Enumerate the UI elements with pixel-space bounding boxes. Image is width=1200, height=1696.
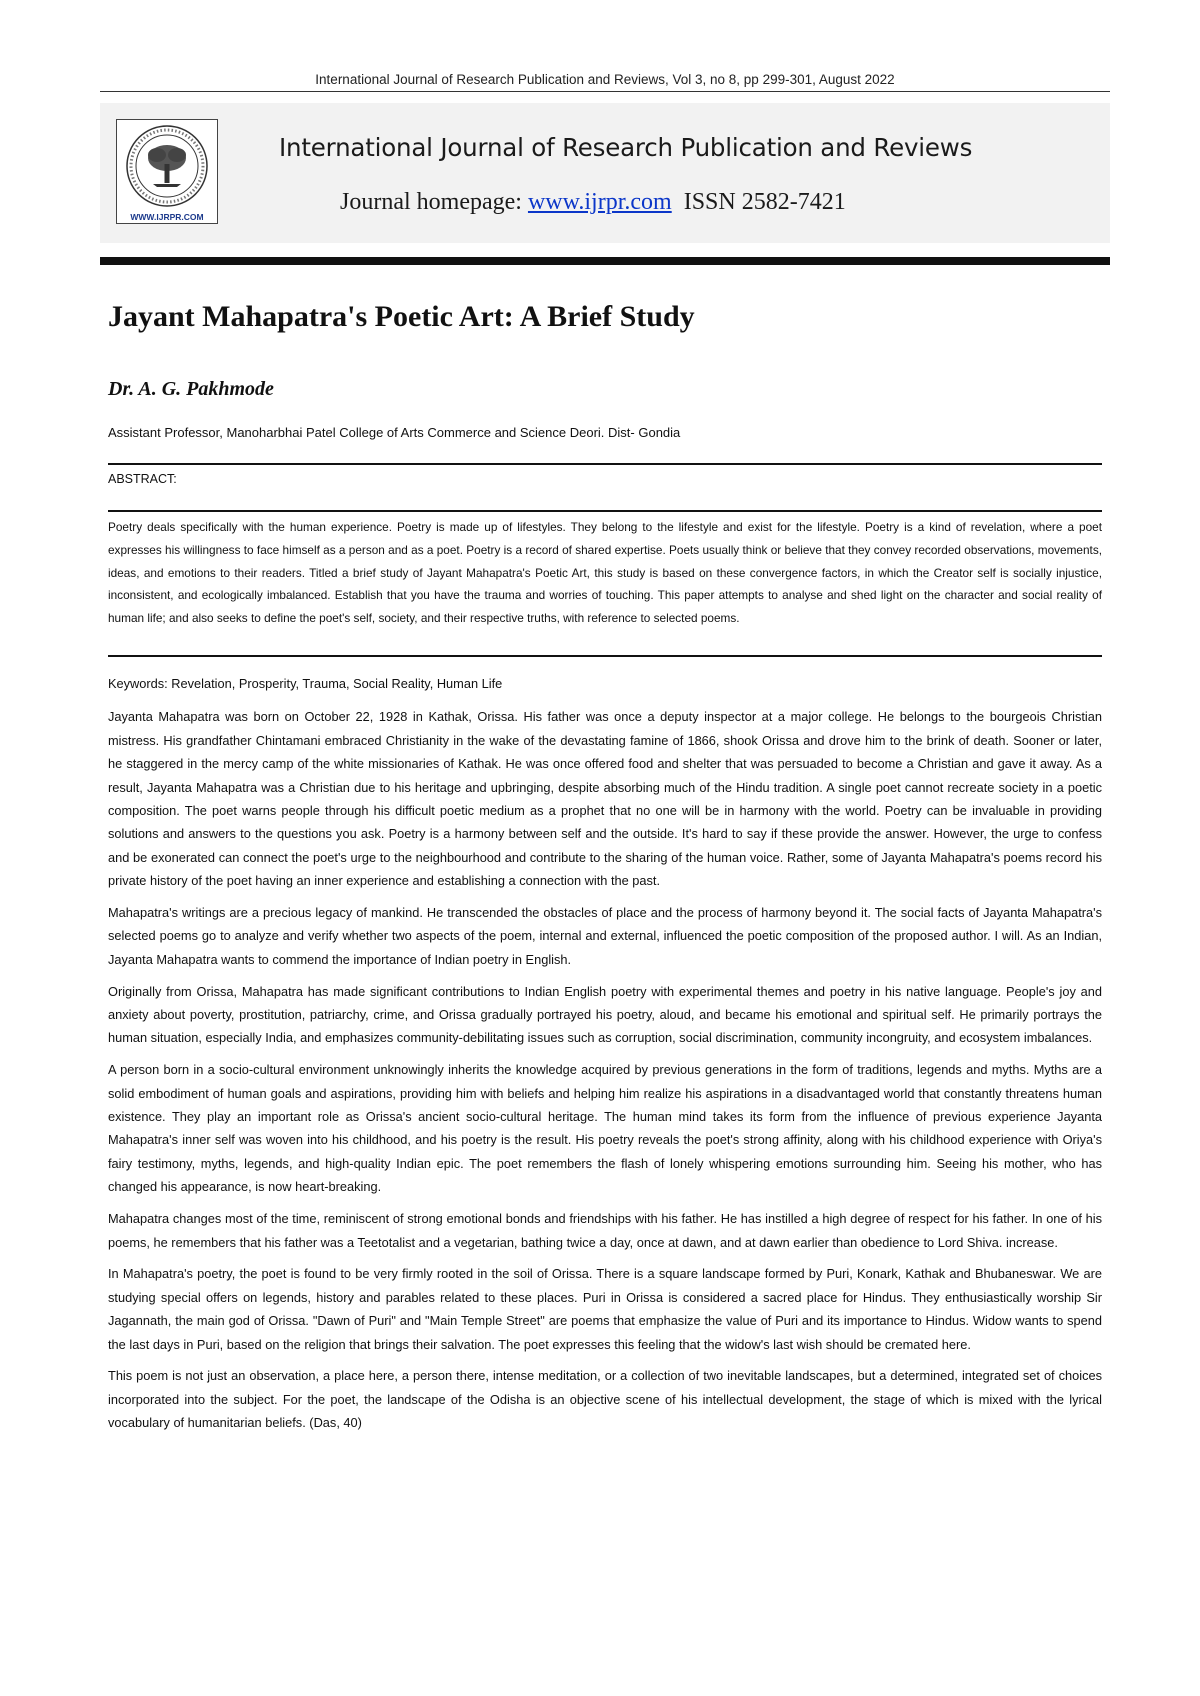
body-paragraph: A person born in a socio-cultural environment unknowingly inherits the knowledge acquired by previous generations in the form of traditions, legends and myths. Myths are a solid embodiment of human goals and aspirations, providing him with beliefs and helping him realize his aspirations in a disadvantaged world that constantly threatens human existence. They play an important role as Orissa's ancient socio-cultural heritage. The human mind takes its form from the influence of previous experience Jayanta Mahapatra's inner self was woven into his childhood, and his poetry is the result. His poetry reveals the poet's strong affinity, along with his childhood experience with Oriya's fairy testimony, myths, legends, and high-quality Indian epic. The poet remembers the flash of lonely whispering emotions surrounding him. Seeing his mother, who has changed his appearance, is now heart-breaking. [108,1062,1102,1195]
article-title: Jayant Mahapatra's Poetic Art: A Brief Study [108,300,695,333]
article-author: Dr. A. G. Pakhmode [108,378,274,400]
body-paragraph: Jayanta Mahapatra was born on October 22, 1928 in Kathak, Orissa. His father was once a deputy inspector at a major college. He belongs to the bourgeois Christian mistress. His grandfather Chintamani embraced Christianity in the wake of the devastating famine of 1866, shook Orissa and drove him to the brink of death. Sooner or later, he staggered in the mercy camp of the white missionaries of Kathak. He was once offered food and shelter that was persuaded to become a Christian and gave it away. As a result, Jayanta Mahapatra was a Christian due to his heritage and upbringing, despite absorbing much of the Hindu tradition. A single poet cannot recreate society in a poetic composition. The poet warns people through his difficult poetic medium as a prophet that no one will be in harmony with the world. Poetry can be invaluable in providing solutions and answers to the questions you ask. Poetry is a harmony between self and the outside. It's hard to say if these provide the answer. However, the urge to confess and be exonerated can connect the poet's urge to the neighbourhood and contribute to the sharing of the human voice. Rather, some of Jayanta Mahapatra's poems record his private history of the poet having an inner experience and establishing a connection with the past. [108,709,1102,889]
body-paragraph: Originally from Orissa, Mahapatra has made significant contributions to Indian English poetry with experimental themes and poetry in his native language. People's joy and anxiety about poverty, prostitution, patriarchy, crime, and Orissa gradually portrayed his poetry, aloud, and became his emotional and spiritual self. He primarily portrays the human situation, especially India, and emphasizes community-debilitating issues such as corruption, social discrimination, community incongruity, and ecosystem imbalances. [108,983,1102,1046]
tree-seal-icon [117,120,217,212]
body-paragraph: This poem is not just an observation, a place here, a person there, intense meditation, or a collection of two inevitable landscapes, but a determined, integrated set of choices incorporated into the subject. For the poet, the landscape of the Odisha is an objective scene of his intellectual development, the stage of which is mixed with the lyrical vocabulary of humanitarian beliefs. (Das, 40) [108,1368,1102,1431]
body-paragraph: Mahapatra changes most of the time, reminiscent of strong emotional bonds and friendships with his father. He has instilled a high degree of respect for his father. In one of his poems, he remembers that his father was a Teetotalist and a vegetarian, bathing twice a day, once at dawn, and at dawn earlier than obedience to Lord Shiva. increase. [108,1211,1102,1250]
abstract-text: Poetry deals specifically with the human experience. Poetry is made up of lifestyles. They belong to the lifestyle and exist for the lifestyle. Poetry is a kind of revelation, where a poet expresses his willingness to face himself as a person and as a poet. Poetry is a record of shared expertise. Poets usually think or believe that they convey recorded observations, movements, ideas, and emotions to their readers. Titled a brief study of Jayant Mahapatra's Poetic Art, this study is based on these convergence factors, in which the Creator self is socially injustice, inconsistent, and ecologically imbalanced. Establish that you have the trauma and worries of touching. This paper attempts to analyse and shed light on the character and social reality of human life; and also seeks to define the poet's self, society, and their respective truths, with reference to selected poems. [108,520,1102,626]
body-paragraph: In Mahapatra's poetry, the poet is found to be very firmly rooted in the soil of Orissa. There is a square landscape formed by Puri, Konark, Kathak and Bhubaneswar. We are studying special offers on legends, history and parables related to these places. Puri in Orissa is considered a sacred place for Hindus. They enthusiastically worship Sir Jagannath, the main god of Orissa. "Dawn of Puri" and "Main Temple Street" are poems that emphasize the value of Puri and its importance to Hindus. Widow wants to spend the last days in Puri, based on the religion that brings their salvation. The poet expresses this feeling that the widow's last wish should be cremated here. [108,1266,1102,1352]
header-divider [100,91,1110,92]
abstract-rule-top [108,463,1102,465]
body-paragraph: Mahapatra's writings are a precious legacy of mankind. He transcended the obstacles of place and the process of harmony beyond it. The social facts of Jayanta Mahapatra's selected poems go to analyze and verify whether two aspects of the poem, internal and external, influenced the poetic composition of the proposed author. I will. As an Indian, Jayanta Mahapatra wants to commend the importance of Indian poetry in English. [108,905,1102,967]
article-body [108,672,1102,1443]
journal-logo [116,119,218,224]
journal-masthead [100,103,1110,243]
abstract-label: ABSTRACT: [108,472,177,486]
homepage-link[interactable]: www.ijrpr.com [527,189,672,215]
masthead-divider [100,257,1110,265]
running-header: International Journal of Research Publication and Reviews, Vol 3, no 8, pp 299-301, August 2022 [315,72,895,87]
journal-homepage-line [340,189,846,216]
homepage-label: Journal homepage: [340,189,528,215]
abstract-rule-middle [108,510,1102,512]
keywords: Keywords: Revelation, Prosperity, Trauma, Social Reality, Human Life [108,676,503,691]
logo-url-text: WWW.IJRPR.COM [130,212,204,222]
abstract-rule-bottom [108,655,1102,657]
issn: ISSN 2582-7421 [683,189,846,215]
author-affiliation: Assistant Professor, Manoharbhai Patel College of Arts Commerce and Science Deori. Dist- Gondia [108,425,681,440]
journal-name: International Journal of Research Publication and Reviews [279,133,973,162]
